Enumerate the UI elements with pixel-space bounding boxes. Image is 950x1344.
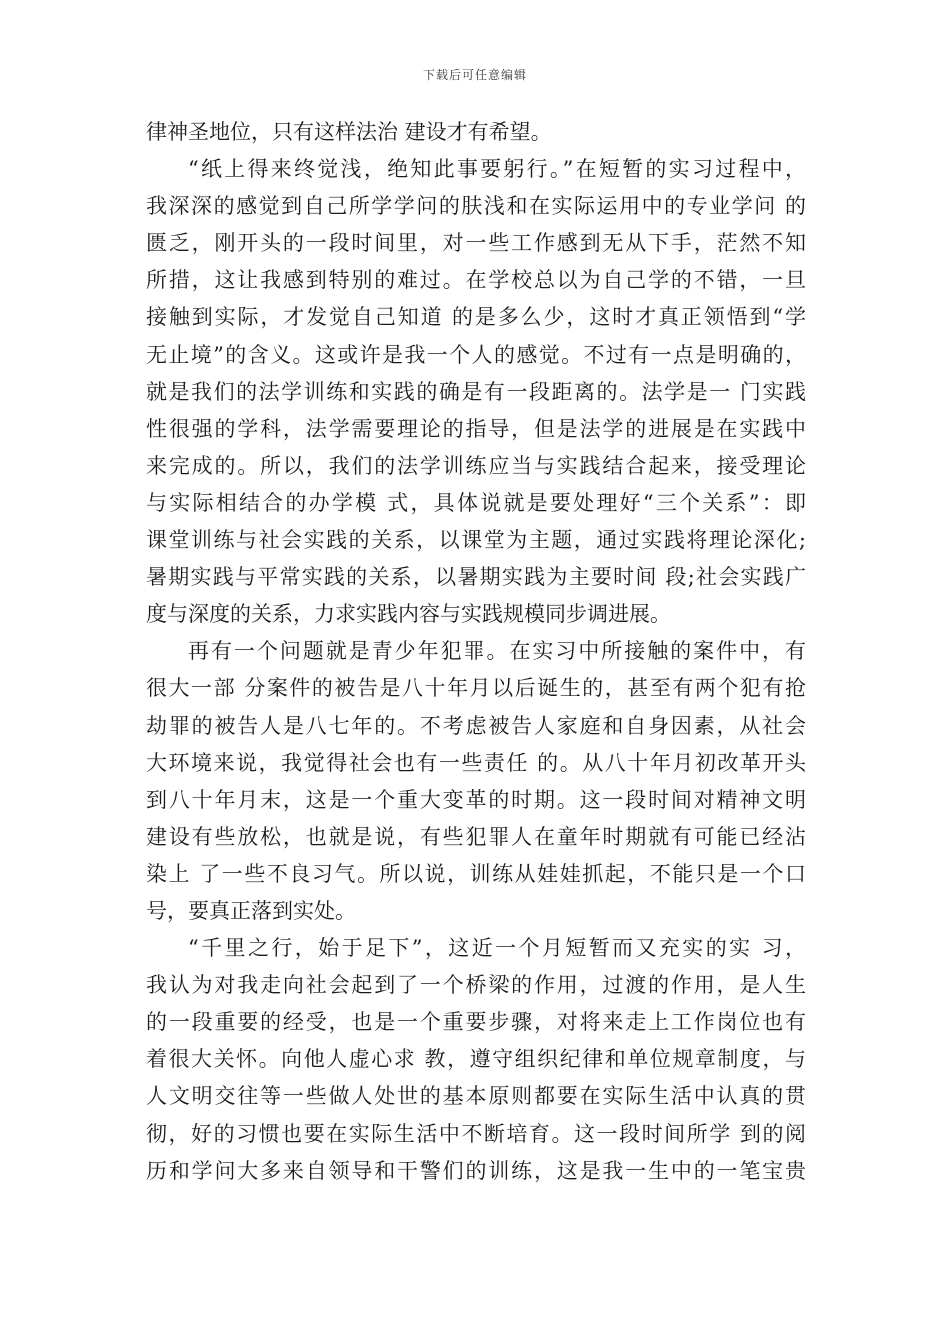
text-line: 性很强的学科，法学需要理论的指导，但是法学的进展是在实践中	[146, 416, 806, 441]
text-line: 度与深度的关系，力求实践内容与实践规模同步调进展。	[146, 602, 671, 627]
text-line: 律神圣地位，只有这样法治 建设才有希望。	[146, 120, 552, 144]
text-line: 接触到实际，才发觉自己知道 的是多么少，这时才真正领悟到“学	[146, 305, 806, 330]
text-line: 我认为对我走向社会起到了一个桥梁的作用，过渡的作用，是人生	[146, 973, 806, 998]
text-line: 的一段重要的经受，也是一个重要步骤，对将来走上工作岗位也有	[146, 1010, 806, 1035]
text-line: 历和学问大多来自领导和干警们的训练，这是我一生中的一笔宝贵	[146, 1158, 806, 1183]
text-line: “千里之行，始于足下”，这近一个月短暂而又充实的实 习，	[188, 936, 806, 961]
text-line: 所措，这让我感到特别的难过。在学校总以为自己学的不错，一旦	[146, 268, 806, 293]
page-header-note: 下载后可任意编辑	[422, 68, 527, 82]
text-line: 建设有些放松，也就是说，有些犯罪人在童年时期就有可能已经沾	[146, 824, 806, 849]
text-line: 染上 了一些不良习气。所以说，训练从娃娃抓起，不能只是一个口	[146, 861, 806, 886]
text-line: 课堂训练与社会实践的关系，以课堂为主题，通过实践将理论深化;	[146, 528, 806, 553]
text-line: “纸上得来终觉浅，绝知此事要躬行。”在短暂的实习过程中，	[188, 157, 806, 182]
text-line: 着很大关怀。向他人虚心求 教，遵守组织纪律和单位规章制度，与	[146, 1047, 806, 1072]
text-line: 号，要真正落到实处。	[146, 898, 356, 923]
text-line: 劫罪的被告人是八七年的。不考虑被告人家庭和自身因素，从社会	[146, 713, 806, 738]
text-line: 就是我们的法学训练和实践的确是有一段距离的。法学是一 门实践	[146, 379, 806, 404]
text-line: 暑期实践与平常实践的关系，以暑期实践为主要时间 段;社会实践广	[146, 565, 806, 590]
text-line: 我深深的感觉到自己所学学问的肤浅和在实际运用中的专业学问 的	[146, 194, 806, 219]
text-line: 匮乏，刚开头的一段时间里，对一些工作感到无从下手，茫然不知	[146, 231, 806, 256]
text-line: 到八十年月末，这是一个重大变革的时期。这一段时间对精神文明	[146, 787, 806, 812]
text-line: 再有一个问题就是青少年犯罪。在实习中所接触的案件中，有	[188, 639, 806, 664]
text-line: 人文明交往等一些做人处世的基本原则都要在实际生活中认真的贯	[146, 1084, 806, 1109]
document-body	[146, 114, 806, 1190]
text-line: 与实际相结合的办学模 式，具体说就是要处理好“三个关系”：即	[146, 490, 806, 515]
text-line: 无止境”的含义。这或许是我一个人的感觉。不过有一点是明确的，	[146, 342, 806, 367]
text-line: 彻，好的习惯也要在实际生活中不断培育。这一段时间所学 到的阅	[146, 1121, 806, 1146]
text-line: 大环境来说，我觉得社会也有一些责任 的。从八十年月初改革开头	[146, 750, 806, 775]
text-line: 来完成的。所以，我们的法学训练应当与实践结合起来，接受理论	[146, 453, 806, 478]
text-line: 很大一部 分案件的被告是八十年月以后诞生的，甚至有两个犯有抢	[146, 676, 806, 701]
